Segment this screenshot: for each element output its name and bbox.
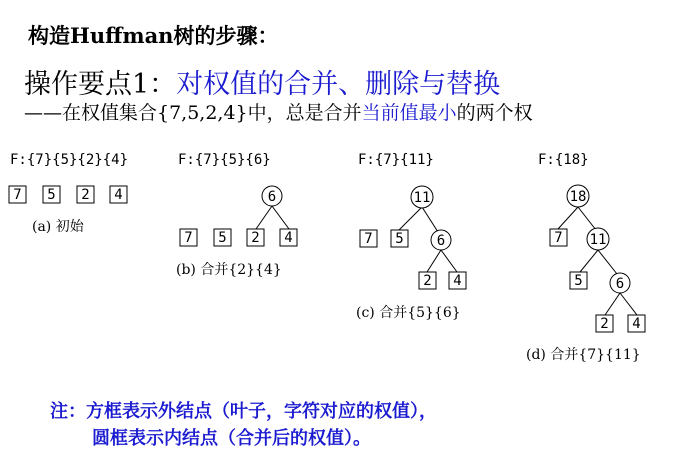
leaf-label: 2 (251, 230, 260, 246)
leaf-label: 7 (184, 230, 193, 246)
tree-edge (427, 250, 441, 272)
forest-c: F:{7}{11} (358, 152, 434, 168)
internal-label: 6 (436, 233, 446, 249)
tree-edge (598, 250, 617, 274)
leaf-label: 4 (632, 316, 641, 332)
leaf-label: 5 (218, 230, 227, 246)
forest-b: F:{7}{5}{6} (178, 152, 271, 168)
leaf-label: 7 (554, 230, 563, 246)
internal-label: 6 (615, 276, 625, 292)
leaf-label: 4 (284, 230, 293, 246)
tree-b (180, 186, 297, 246)
forest-d: F:{18} (538, 152, 589, 168)
leaf-label: 5 (395, 231, 404, 247)
internal-label: 11 (413, 190, 431, 206)
tree-edge (620, 293, 637, 315)
tree-edge (605, 293, 620, 315)
subheading-highlight: 当前值最小 (361, 102, 457, 124)
tree-a (9, 186, 127, 203)
heading-label: 操作要点1： (24, 69, 177, 100)
tree-edge (272, 206, 289, 229)
tree-edge (399, 207, 422, 230)
tree-d (550, 185, 645, 332)
internal-label: 18 (569, 189, 587, 205)
forest-a: F:{7}{5}{2}{4} (10, 152, 129, 168)
note-line-2: 圆框表示内结点（合并后的权值）。 (92, 428, 371, 449)
subheading-prefix: ——在权值集合{7,5,2,4}中，总是合并 (24, 102, 362, 124)
caption-d: (d) 合并{7}{11} (526, 347, 641, 363)
caption-a: (a) 初始 (32, 219, 84, 235)
leaf-label: 5 (574, 273, 583, 289)
tree-c (360, 186, 466, 289)
caption-b: (b) 合并{2}{4} (176, 262, 282, 278)
note-line-1: 注：方框表示外结点（叶子，字符对应的权值）， (50, 401, 437, 422)
leaf-label: 2 (81, 187, 90, 203)
caption-c: (c) 合并{5}{6} (356, 305, 461, 321)
tree-edge (578, 207, 596, 230)
tree-edge (580, 250, 598, 272)
leaf-label: 7 (364, 231, 373, 247)
tree-edge (558, 207, 578, 229)
slide-title: 构造Huffman树的步骤： (28, 23, 279, 48)
internal-label: 6 (267, 189, 277, 205)
heading-topic: 对权值的合并、删除与替换 (176, 69, 501, 100)
leaf-label: 5 (47, 187, 56, 203)
subheading-suffix: 的两个权 (456, 102, 533, 124)
leaf-label: 4 (114, 187, 123, 203)
leaf-label: 2 (600, 316, 609, 332)
leaf-label: 4 (453, 273, 462, 289)
tree-edge (422, 207, 438, 232)
tree-edge (256, 206, 272, 229)
internal-label: 11 (589, 232, 607, 248)
leaf-label: 2 (423, 273, 432, 289)
tree-edge (441, 250, 457, 272)
leaf-label: 7 (13, 187, 22, 203)
